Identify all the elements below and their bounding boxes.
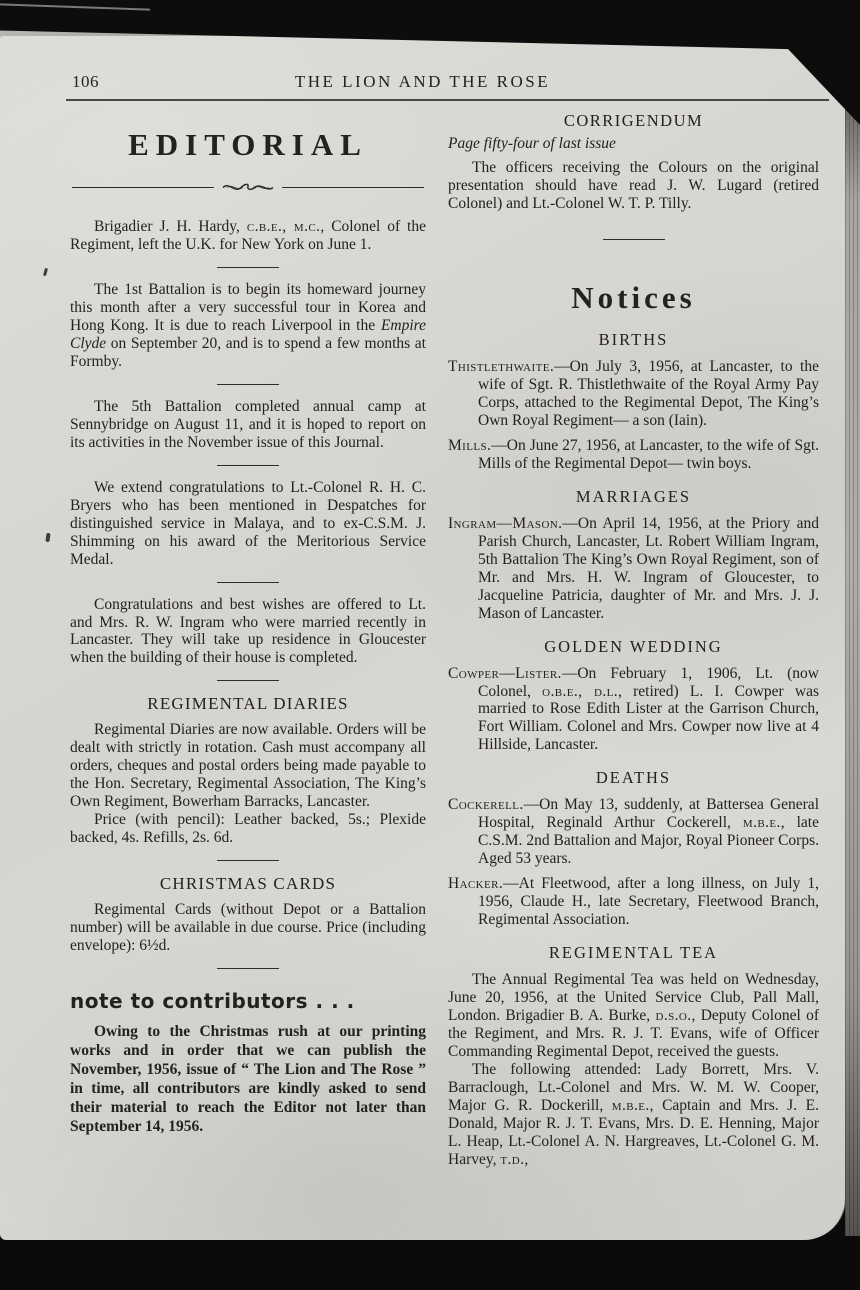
text-run: Cowper—Lister. xyxy=(448,664,562,682)
ornament-line-left xyxy=(72,187,214,189)
text-run: m.b.e. xyxy=(742,814,781,832)
regimental-diaries-heading: REGIMENTAL DIARIES xyxy=(147,694,349,714)
editorial-paragraph xyxy=(70,281,426,371)
text-run: —On April 14, 1956, at the Priory and Parish Church, Lancaster, Lt. Robert William Ingram, 5th Battalion The King’s Own Royal Regiment, son of Mr. and Mrs. H. W. Ingram of Gloucester, to Jacqueline Patricia, daughter of Mr. and Mrs. J. J. Mason of Lancaster. xyxy=(478,514,819,622)
christmas-cards-paragraph: Regimental Cards (without Depot or a Battalion number) will be available in due course. Price (including envelope): 6½d. xyxy=(70,901,426,955)
editorial-title: EDITORIAL xyxy=(128,127,368,162)
regimental-tea-heading: REGIMENTAL TEA xyxy=(548,943,719,963)
births-heading: BIRTHS xyxy=(598,329,669,349)
text-run: Brigadier J. H. Hardy, xyxy=(94,218,247,235)
section-divider xyxy=(217,968,279,969)
text-run: —On June 27, 1956, at Lancaster, to the wife of Sgt. Mills of the Regimental Depot— twin boys. xyxy=(478,436,819,472)
right-column xyxy=(448,101,819,1169)
editorial-paragraph: We extend congratulations to Lt.-Colonel R. H. C. Bryers who has been mentioned in Despatches for distinguished service in Malaya, and to ex-C.S.M. J. Shimming on his award of the Meritorious Service Medal. xyxy=(70,478,426,568)
text-run: —On February 1, 1906, Lt. (now Colonel, xyxy=(478,664,819,700)
ornament-line-right xyxy=(282,187,424,189)
magazine-page xyxy=(0,36,846,1240)
editorial-paragraph: Congratulations and best wishes are offered to Lt. and Mrs. R. W. Ingram who were married recently in Lancaster. They will take up residence in Gloucester when the building of their house is completed. xyxy=(70,595,426,667)
book-page-edges xyxy=(845,40,860,1236)
death-entry xyxy=(448,875,819,929)
section-divider xyxy=(217,384,279,385)
text-run: o.b.e., d.l. xyxy=(542,682,619,700)
text-run: , late C.S.M. 2nd Battalion and Major, Royal Pioneer Corps. Aged 53 years. xyxy=(478,814,819,868)
text-run: , Captain and Mrs. J. E. Donald, Major R. J. T. Evans, Mrs. D. E. Henning, Major L. Heap, Lt.-Colonel A. N. Hargreaves, Lt.-Colonel G. M. Harvey, xyxy=(448,1096,819,1168)
section-divider xyxy=(217,465,279,466)
section-divider xyxy=(217,582,279,583)
text-run: , retired) L. I. Cowper was married to Rose Edith Lister at the Garrison Church, Fort William. Colonel and Mrs. Cowper now live at 4 Hillside, Lancaster. xyxy=(478,682,819,754)
text-run: Empire Clyde xyxy=(70,316,426,352)
page-number: 106 xyxy=(72,72,99,91)
marriage-entry xyxy=(448,515,819,623)
golden-wedding-entry xyxy=(448,665,819,755)
editorial-paragraph xyxy=(70,218,426,254)
note-to-contributors-heading: note to contributors . . . xyxy=(70,989,355,1014)
editorial-paragraph: The 5th Battalion completed annual camp at Sennybridge on August 11, and it is hoped to report on its activities in the November issue of this Journal. xyxy=(70,397,426,451)
diaries-price-paragraph: Price (with pencil): Leather backed, 5s.; Plexide backed, 4s. Refills, 2s. 6d. xyxy=(70,811,426,847)
death-entry xyxy=(448,796,819,868)
text-run: Cockerell. xyxy=(448,796,524,814)
birth-entry xyxy=(448,358,819,430)
text-run: The following attended: Lady Borrett, Mrs. V. Barraclough, Lt.-Colonel and Mrs. W. M. W. Cooper, Major G. R. Dockerill, xyxy=(448,1061,819,1114)
corrigendum-subtitle: Page fifty-four of last issue xyxy=(448,135,616,152)
text-run: Ingram—Mason. xyxy=(448,514,563,532)
left-column xyxy=(70,101,426,1137)
diaries-paragraph: Regimental Diaries are now available. Orders will be dealt with strictly in rotation. Cash must accompany all orders, cheques and postal orders being made payable to the Hon. Secretary, Regimental Association, The King’s Own Regiment, Bowerham Barracks, Lancaster. xyxy=(70,721,426,811)
text-run: Mills. xyxy=(448,436,492,454)
text-run: Thistlethwaite. xyxy=(448,357,555,375)
section-divider xyxy=(603,239,665,240)
text-run: —At Fleetwood, after a long illness, on July 1, 1956, Claude H., late Secretary, Fleetwood Branch, Regimental Association. xyxy=(478,875,819,929)
marriages-heading: MARRIAGES xyxy=(575,486,692,506)
corrigendum-paragraph: The officers receiving the Colours on the original presentation should have read J. W. Lugard (retired Colonel) and Lt.-Colonel W. T. P. Tilly. xyxy=(448,159,819,212)
section-divider xyxy=(217,267,279,268)
note-to-contributors-paragraph: Owing to the Christmas rush at our printing works and in order that we can publish the November, 1956, issue of “ The Lion and The Rose ” in time, all contributors are kindly asked to send their material to reach the Editor not later than September 14, 1956. xyxy=(70,1023,426,1135)
text-run: —On May 13, suddenly, at Battersea General Hospital, Reginald Arthur Cockerell, xyxy=(478,796,819,832)
tea-paragraph xyxy=(448,1061,819,1169)
birth-entry xyxy=(448,437,819,473)
christmas-cards-heading: CHRISTMAS CARDS xyxy=(159,874,337,894)
corrigendum-heading: CORRIGENDUM xyxy=(563,111,704,130)
editorial-ornament xyxy=(72,181,424,194)
text-run: t.d. xyxy=(500,1150,525,1168)
text-run: Hacker. xyxy=(448,875,504,893)
text-run: m.b.e. xyxy=(611,1096,650,1114)
deaths-heading: DEATHS xyxy=(595,768,672,788)
text-run: d.s.o. xyxy=(655,1007,692,1025)
journal-title: THE LION AND THE ROSE xyxy=(294,72,551,91)
text-run: The 1st Battalion is to begin its homeward journey this month after a very successful tour in Korea and Hong Kong. It is due to reach Liverpool in the xyxy=(70,280,426,334)
text-run: —On July 3, 1956, at Lancaster, to the wife of Sgt. R. Thistlethwaite of the Royal Army Pay Corps, attached to the Regimental Depot, The King’s Own Royal Regiment— a son (Iain). xyxy=(478,357,819,429)
text-run: on September 20, and is to spend a few months at Formby. xyxy=(70,334,426,370)
scroll-ornament-icon xyxy=(221,181,275,194)
golden-wedding-heading: GOLDEN WEDDING xyxy=(544,636,723,656)
text-run: , xyxy=(524,1150,529,1168)
section-divider xyxy=(217,860,279,861)
text-run: c.b.e., m.c. xyxy=(246,218,321,235)
notices-title: Notices xyxy=(571,279,696,315)
two-column-layout xyxy=(0,101,845,1169)
section-divider xyxy=(217,680,279,681)
text-run: , Deputy Colonel of the Regiment, and Mrs. R. J. T. Evans, wife of Officer Commanding Regimental Depot, received the guests. xyxy=(448,1007,819,1061)
text-run: The Annual Regimental Tea was held on Wednesday, June 20, 1956, at the United Service Club, Pall Mall, London. Brigadier B. A. Burke, xyxy=(448,971,819,1025)
text-run: , Colonel of the Regiment, left the U.K. for New York on June 1. xyxy=(70,218,426,253)
tea-paragraph xyxy=(448,971,819,1061)
